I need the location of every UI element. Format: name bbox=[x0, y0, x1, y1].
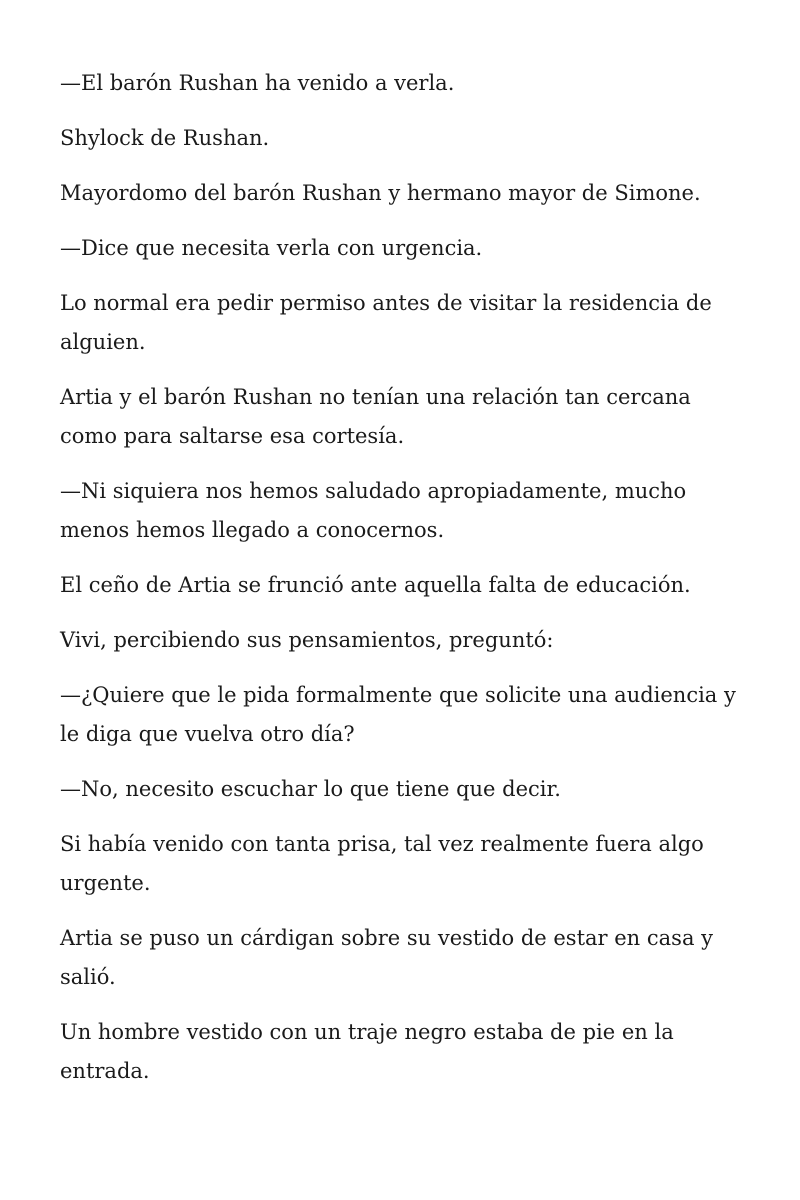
paragraph-7: —Ni siquiera nos hemos saludado apropiadamente, mucho menos hemos llegado a conocernos. bbox=[60, 479, 687, 542]
paragraph-12: Si había venido con tanta prisa, tal vez realmente fuera algo urgente. bbox=[60, 832, 704, 895]
paragraph-1: —El barón Rushan ha venido a verla. bbox=[60, 71, 455, 95]
paragraph-2: Shylock de Rushan. bbox=[60, 126, 270, 150]
paragraph-10: —¿Quiere que le pida formalmente que solicite una audiencia y le diga que vuelva otro día? bbox=[60, 683, 736, 746]
paragraph-11: —No, necesito escuchar lo que tiene que decir. bbox=[60, 777, 561, 801]
paragraph-9: Vivi, percibiendo sus pensamientos, preguntó: bbox=[60, 628, 554, 652]
paragraph-4: —Dice que necesita verla con urgencia. bbox=[60, 236, 483, 260]
paragraph-14: Un hombre vestido con un traje negro estaba de pie en la entrada. bbox=[60, 1020, 674, 1083]
paragraph-6: Artia y el barón Rushan no tenían una relación tan cercana como para saltarse esa cortesía. bbox=[60, 385, 691, 448]
paragraph-8: El ceño de Artia se frunció ante aquella falta de educación. bbox=[60, 573, 691, 597]
paragraph-3: Mayordomo del barón Rushan y hermano mayor de Simone. bbox=[60, 181, 701, 205]
paragraph-5: Lo normal era pedir permiso antes de visitar la residencia de alguien. bbox=[60, 291, 712, 354]
reader-page bbox=[60, 64, 750, 1107]
paragraph-13: Artia se puso un cárdigan sobre su vestido de estar en casa y salió. bbox=[60, 926, 713, 989]
